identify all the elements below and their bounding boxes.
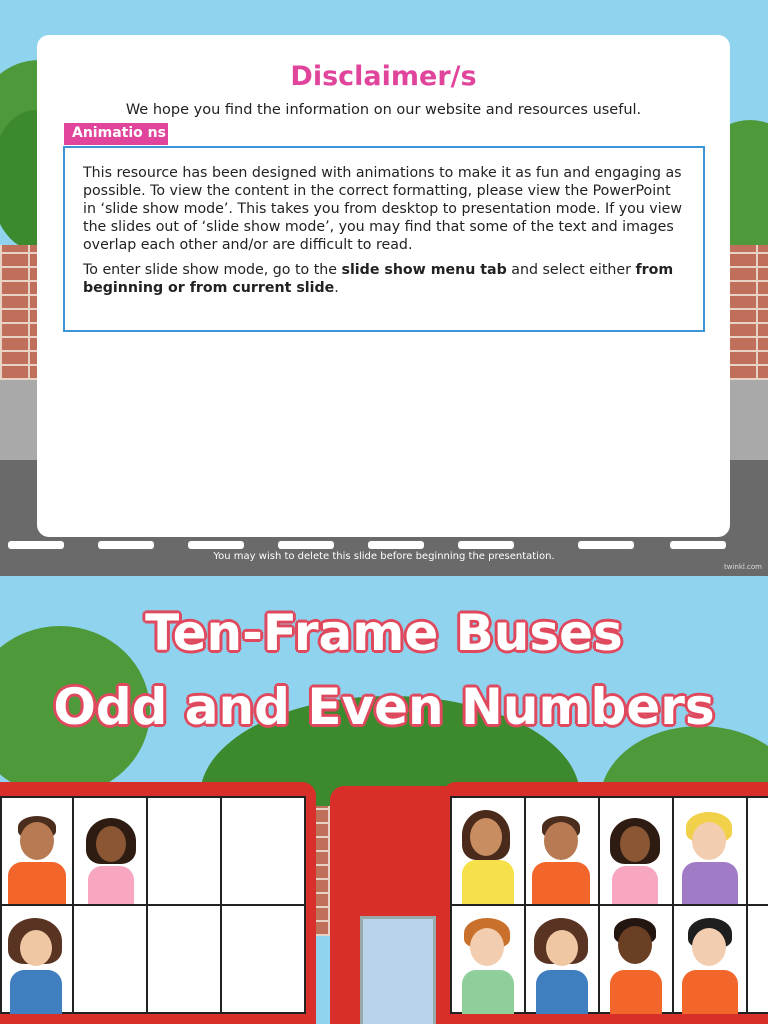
title-line-1: Ten-Frame Buses [145, 604, 623, 662]
title-slide [0, 576, 768, 1024]
ten-frame-cell [746, 796, 768, 906]
road-marking [670, 541, 726, 549]
slideshow-instructions [83, 261, 685, 297]
instructions-text-2: and select either [506, 262, 636, 278]
instructions-text-1: To enter slide show mode, go to the [83, 262, 342, 278]
instructions-text-3: . [334, 280, 339, 296]
ten-frame-cell [146, 796, 222, 906]
road-marking [458, 541, 514, 549]
animations-tab-label: Animatio ns [64, 123, 168, 145]
road-marking [98, 541, 154, 549]
ten-frame-cell [220, 796, 306, 906]
title-line-2: Odd and Even Numbers [53, 678, 715, 736]
ten-frame-cell [220, 904, 306, 1014]
child-illustration [678, 918, 742, 1014]
child-illustration [456, 810, 518, 904]
road-marking [578, 541, 634, 549]
child-illustration [604, 816, 666, 904]
child-illustration [456, 918, 518, 1014]
child-illustration [604, 918, 666, 1014]
animations-info-box [63, 146, 705, 332]
animations-paragraph: This resource has been designed with animations to make it as fun and engaging as possible. To view the content in the correct formatting, please view the PowerPoint in ‘slide show mode’. This takes you from desktop to presentation mode. If you view the slides out of ‘slide show mode’, you may find that some of the text and images overlap each other and/or are difficult to read. [83, 165, 682, 253]
brand-mark: twinkl.com [723, 563, 762, 571]
child-illustration [4, 918, 66, 1014]
disclaimer-card [37, 35, 730, 537]
child-illustration [80, 816, 140, 904]
road-marking [278, 541, 334, 549]
bus-door [360, 916, 436, 1024]
ten-frame-cell [146, 904, 222, 1014]
road-marking [188, 541, 244, 549]
instructions-bold-1: slide show menu tab [341, 262, 507, 278]
child-illustration [6, 812, 66, 904]
child-illustration [678, 812, 742, 904]
disclaimer-subtitle: We hope you find the information on our website and resources useful. [125, 102, 642, 118]
ten-frame-cell [746, 904, 768, 1014]
instructions-bold-2: from beginning or from current slide [83, 262, 674, 296]
delete-slide-note: You may wish to delete this slide before beginning the presentation. [213, 551, 555, 562]
child-illustration [530, 812, 592, 904]
disclaimer-title: Disclaimer/s [290, 61, 477, 92]
road-marking [8, 541, 64, 549]
child-illustration [530, 918, 592, 1014]
road-marking [368, 541, 424, 549]
ten-frame-cell [72, 904, 148, 1014]
